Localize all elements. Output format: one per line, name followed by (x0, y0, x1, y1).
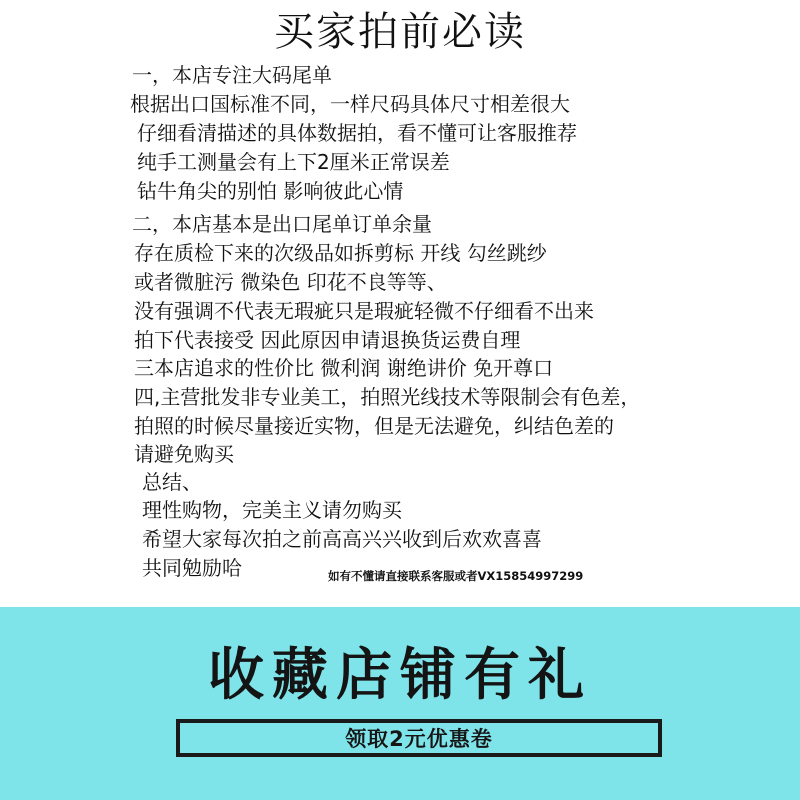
notice-line: 共同勉励哈 (142, 556, 242, 580)
notice-line: 存在质检下来的次级品如拆剪标 开线 勾丝跳纱 (134, 241, 547, 265)
coupon-button[interactable] (176, 719, 662, 757)
notice-line: 希望大家每次拍之前高高兴兴收到后欢欢喜喜 (142, 527, 542, 551)
contact-info: 如有不懂请直接联系客服或者VX15854997299 (328, 569, 584, 583)
notice-line: 四,主营批发非专业美工，拍照光线技术等限制会有色差， (134, 385, 641, 409)
notice-line: 没有强调不代表无瑕疵只是瑕疵轻微不仔细看不出来 (134, 299, 594, 323)
notice-line: 钻牛角尖的别怕 影响彼此心情 (137, 179, 404, 203)
notice-line: 二，本店基本是出口尾单订单余量 (132, 212, 432, 236)
notice-line: 或者微脏污 微染色 印花不良等等、 (134, 270, 447, 294)
notice-title: 买家拍前必读 (274, 9, 526, 55)
notice-line: 三本店追求的性价比 微利润 谢绝讲价 免开尊口 (134, 356, 554, 380)
promo-banner (0, 607, 800, 800)
notice-line: 根据出口国标准不同，一样尺码具体尺寸相差很大 (130, 92, 570, 116)
notice-line: 纯手工测量会有上下2厘米正常误差 (137, 150, 450, 174)
notice-line: 请避免购买 (134, 442, 234, 466)
notice-line: 拍下代表接受 因此原因申请退换货运费自理 (134, 328, 521, 352)
notice-line: 一，本店专注大码尾单 (132, 63, 332, 87)
promo-title: 收藏店铺有礼 (208, 643, 592, 708)
notice-line: 仔细看清描述的具体数据拍，看不懂可让客服推荐 (137, 121, 577, 145)
notice-line: 总结、 (142, 470, 202, 494)
notice-line: 拍照的时候尽量接近实物，但是无法避免，纠结色差的 (134, 414, 614, 438)
coupon-label: 领取2元优惠卷 (345, 727, 493, 751)
notice-line: 理性购物，完美主义请勿购买 (142, 498, 402, 522)
